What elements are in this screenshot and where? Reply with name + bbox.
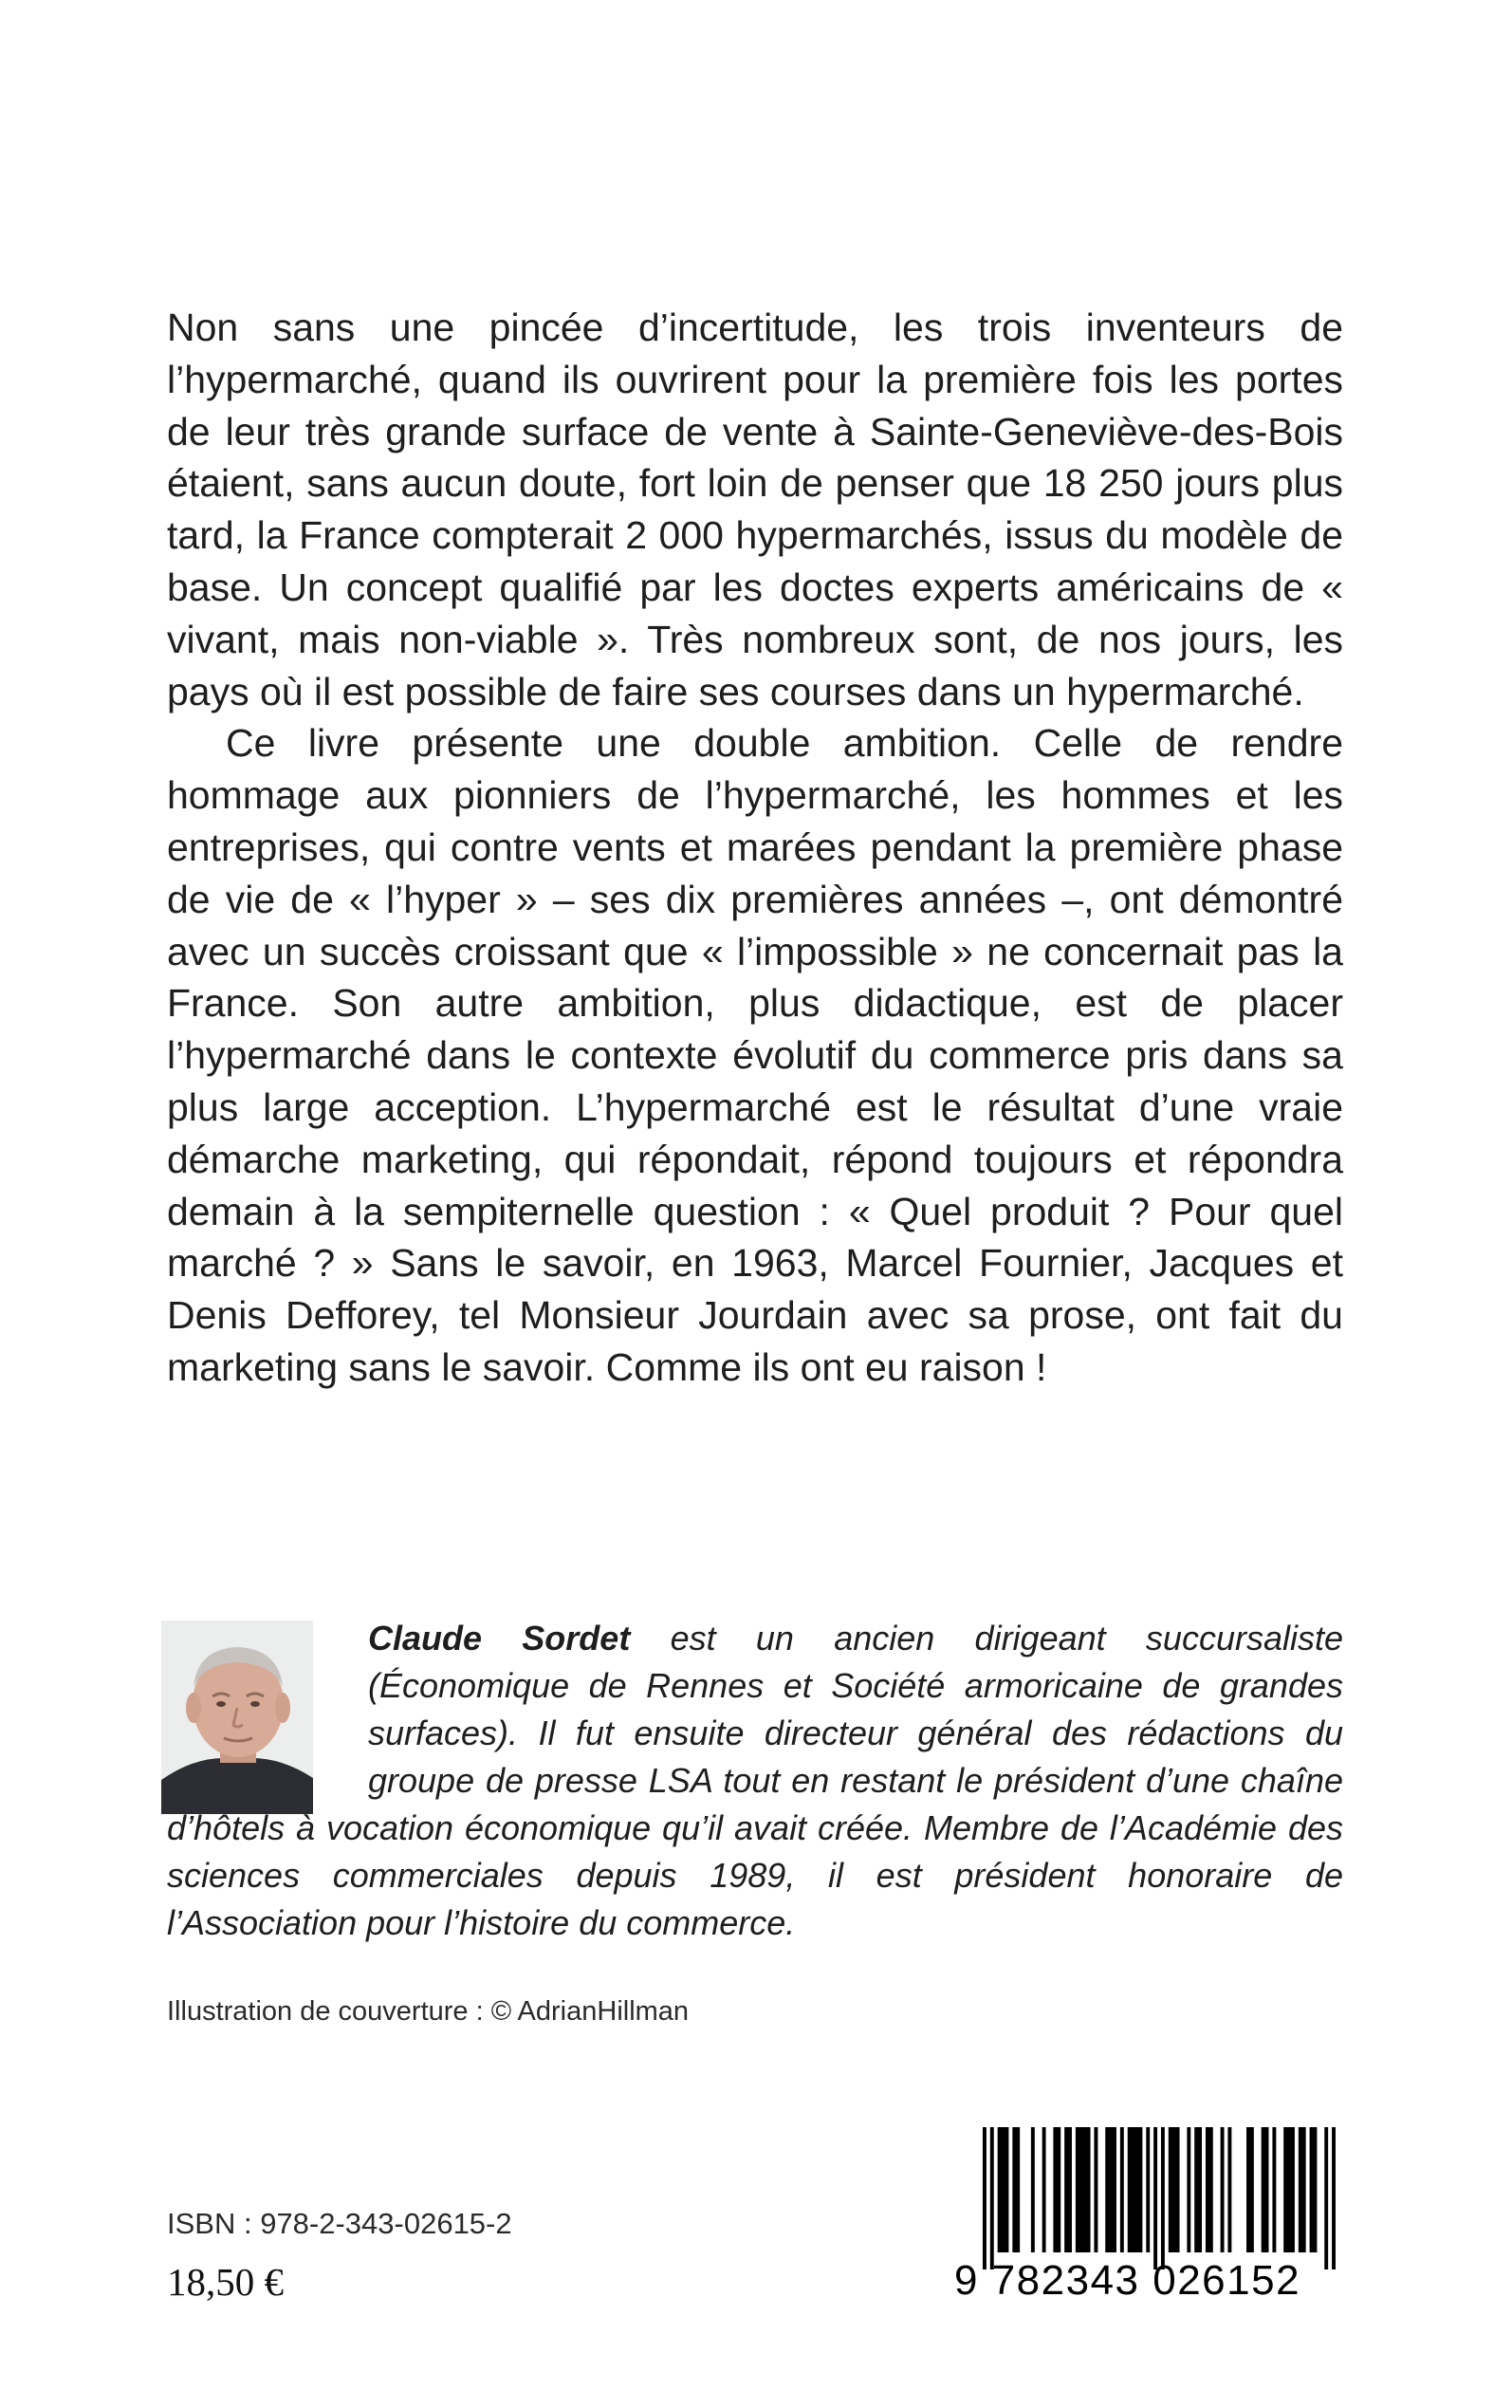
barcode-bar [1272,2127,1276,2252]
barcode-bar [998,2127,1009,2252]
barcode-bar [1221,2127,1225,2252]
barcode-bars [983,2127,1336,2269]
author-bio [167,1615,1343,1947]
barcode-bar [983,2127,986,2269]
barcode-bar [1153,2127,1157,2269]
barcode-bar [1012,2127,1020,2252]
barcode-bar [1053,2127,1060,2252]
barcode-digits: 9 782343 026152 [954,2257,1301,2304]
barcode-bar [1105,2127,1116,2252]
barcode-bar [1128,2127,1143,2252]
barcode-bar [1262,2127,1269,2252]
barcode-bar [1094,2127,1097,2252]
photo-spacer [167,1615,368,1805]
author-bio-text: est un ancien dirigeant succursaliste (Économique de Rennes et Société armoricaine de grandes surfaces). Il fut ensuite directeur général des rédactions du groupe de presse LSA tout en restant le président d’une chaîne d’hôtels à vocation économique qu’il avait créée. Membre de l’Académie des sciences commerciales depuis 1989, il est président honoraire de l’Association pour l’histoire du commerce. [167,1619,1343,1942]
barcode-bar [990,2127,994,2269]
barcode-bar [1324,2127,1328,2269]
barcode-bar [1332,2127,1336,2269]
back-cover-blurb [167,302,1343,1394]
barcode-bar [1227,2127,1231,2252]
barcode-bar [1161,2127,1165,2269]
cover-illustration-credit: Illustration de couverture : © AdrianHillman [167,1996,690,2027]
isbn: ISBN : 978-2-343-02615-2 [167,2207,512,2240]
barcode-bar [1076,2127,1091,2252]
barcode-bar [1042,2127,1046,2252]
barcode-bar [1187,2127,1190,2252]
barcode [949,2121,1341,2311]
author-name: Claude Sordet [368,1619,631,1658]
barcode-bar [1064,2127,1072,2252]
barcode-bar [1299,2127,1306,2252]
barcode-bar [1031,2127,1035,2252]
barcode-bar [1310,2127,1318,2252]
barcode-bar [1146,2127,1150,2252]
price: 18,50 € [167,2260,284,2304]
barcode-bar [1169,2127,1180,2252]
barcode-bar [1194,2127,1202,2252]
barcode-bar [1120,2127,1124,2252]
blurb-paragraph-2: Ce livre présente une double ambition. Celle de rendre hommage aux pionniers de l’hypermarché, les hommes et les entreprises, qui contre vents et marées pendant la première phase de vie de « l’hyper » – ses dix premières années –, ont démontré avec un succès croissant que « l’impossible » ne concernait pas la France. Son autre ambition, plus didactique, est de placer l’hypermarché dans le contexte évolutif du commerce pris dans sa plus large acception. L’hypermarché est le résultat d’une vraie démarche marketing, qui répondait, répond toujours et répondra demain à la sempiternelle question : « Quel produit ? Pour quel marché ? » Sans le savoir, en 1963, Marcel Fournier, Jacques et Denis Defforey, tel Monsieur Jourdain avec sa prose, ont fait du marketing sans le savoir. Comme ils ont eu raison ! [167,721,1343,1389]
barcode-bar [1246,2127,1254,2252]
barcode-bar [1283,2127,1295,2252]
blurb-paragraph-1: Non sans une pincée d’incertitude, les trois inventeurs de l’hypermarché, quand ils ouvrirent pour la première fois les portes de leur très grande surface de vente à Sainte-Geneviève-des-Bois étaient, sans aucun doute, fort loin de penser que 18 250 jours plus tard, la France compterait 2 000 hypermarchés, issus du modèle de base. Un concept qualifié par les doctes experts américains de « vivant, mais non-viable ». Très nombreux sont, de nos jours, les pays où il est possible de faire ses courses dans un hypermarché. [167,306,1343,713]
barcode-bar [1206,2127,1213,2252]
